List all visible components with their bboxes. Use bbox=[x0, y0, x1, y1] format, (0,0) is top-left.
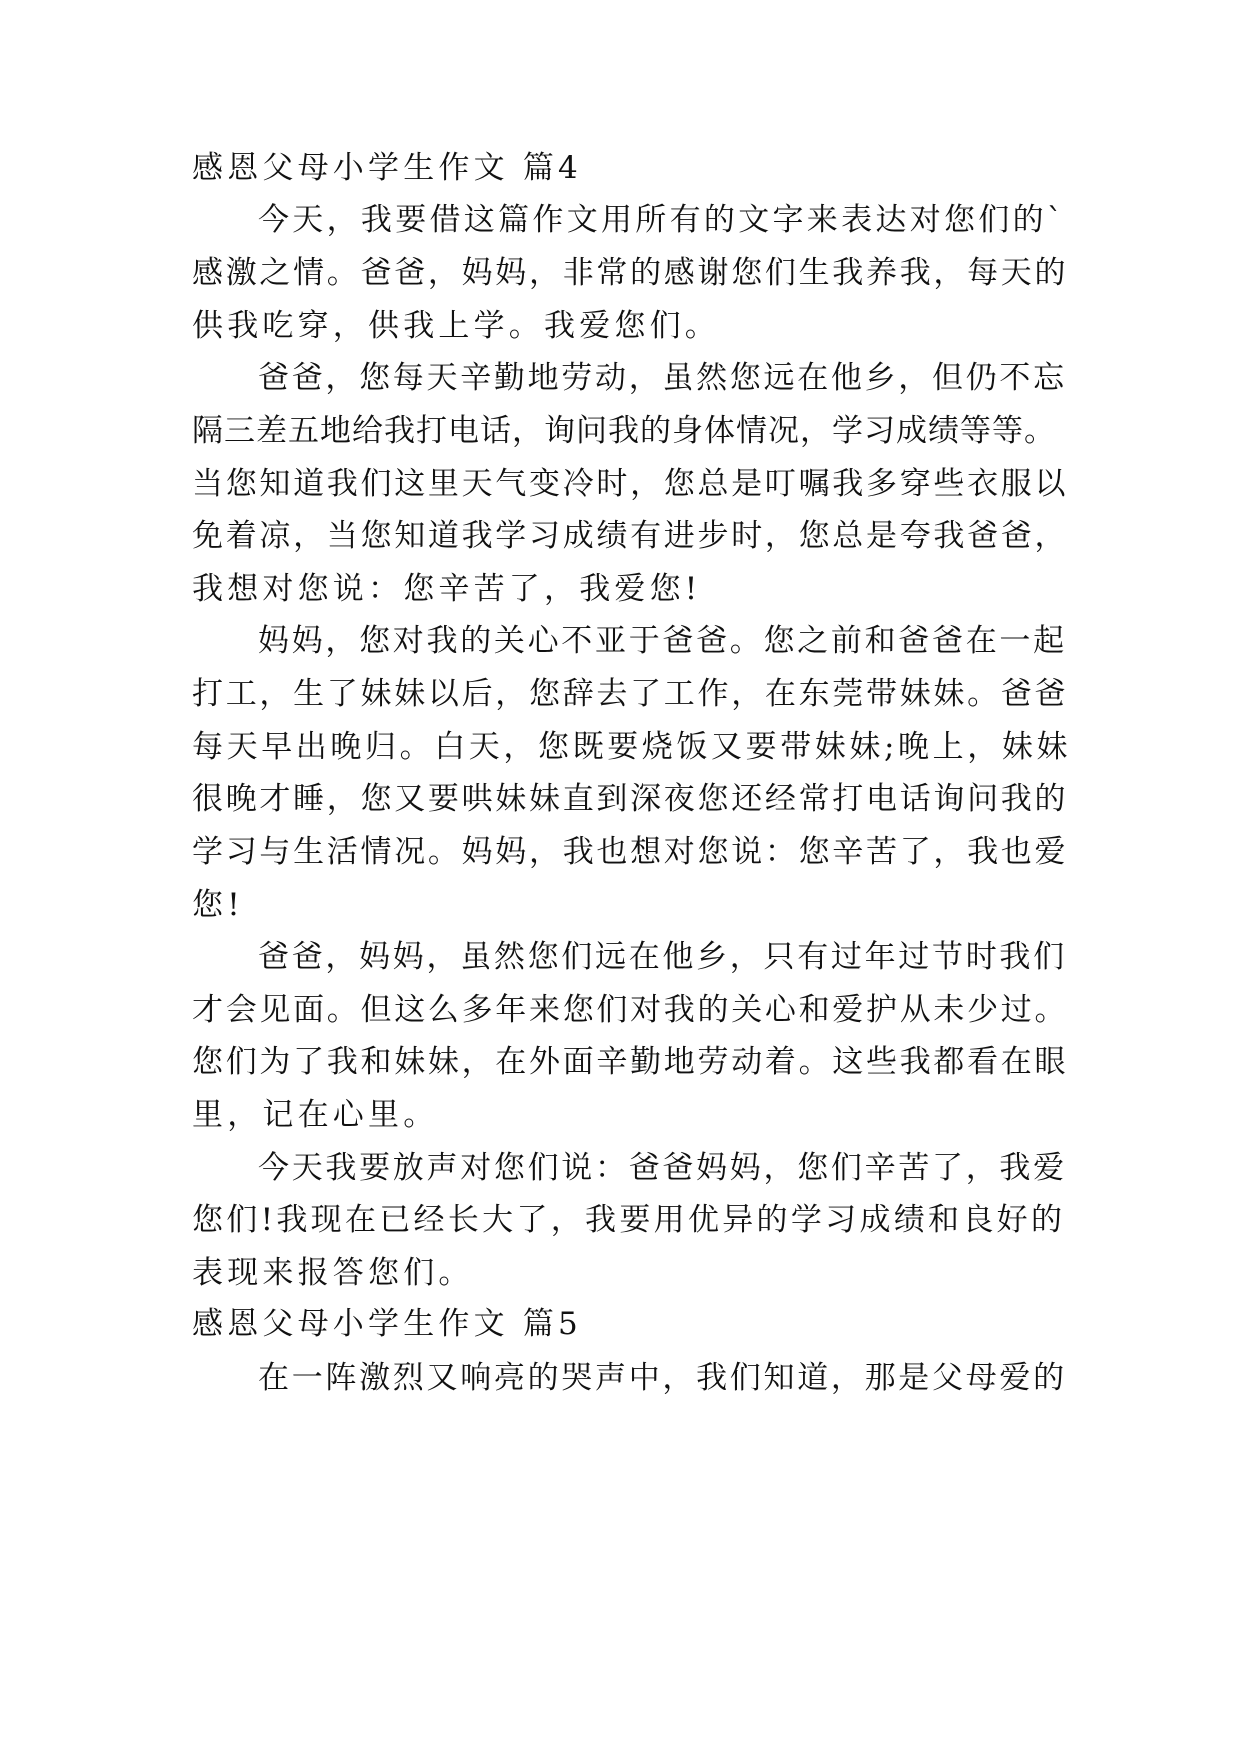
paragraph-line: 今天，我要借这篇作文用所有的文字来表达对您们的` bbox=[258, 202, 1066, 238]
paragraph-line: 很晚才睡，您又要哄妹妹直到深夜您还经常打电话询问我的 bbox=[192, 781, 1069, 817]
paragraph-line: 免着凉，当您知道我学习成绩有进步时，您总是夸我爸爸， bbox=[192, 518, 1069, 554]
paragraph-line: 感激之情。爸爸，妈妈，非常的感谢您们生我养我，每天的 bbox=[192, 255, 1069, 291]
paragraph-line: 您们!我现在已经长大了，我要用优异的学习成绩和良好的 bbox=[192, 1202, 1066, 1238]
section-heading: 感恩父母小学生作文 篇5 bbox=[192, 1306, 582, 1342]
paragraph-line: 学习与生活情况。妈妈，我也想对您说：您辛苦了，我也爱 bbox=[192, 834, 1069, 870]
paragraph-line: 妈妈，您对我的关心不亚于爸爸。您之前和爸爸在一起 bbox=[258, 623, 1067, 659]
paragraph-line: 今天我要放声对您们说：爸爸妈妈，您们辛苦了，我爱 bbox=[258, 1150, 1067, 1186]
paragraph-line: 在一阵激烈又响亮的哭声中，我们知道，那是父母爱的 bbox=[258, 1360, 1067, 1396]
paragraph-line: 爸爸，您每天辛勤地劳动，虽然您远在他乡，但仍不忘 bbox=[258, 360, 1067, 396]
paragraph-line: 里，记在心里。 bbox=[192, 1097, 439, 1133]
paragraph-line: 才会见面。但这么多年来您们对我的关心和爱护从未少过。 bbox=[192, 992, 1069, 1028]
paragraph-line: 供我吃穿，供我上学。我爱您们。 bbox=[192, 308, 720, 344]
paragraph-line: 表现来报答您们。 bbox=[192, 1255, 474, 1291]
paragraph-line: 每天早出晚归。白天，您既要烧饭又要带妹妹;晚上，妹妹 bbox=[192, 729, 1072, 765]
paragraph-line: 当您知道我们这里天气变冷时，您总是叮嘱我多穿些衣服以 bbox=[192, 466, 1069, 502]
paragraph-line: 我想对您说：您辛苦了，我爱您! bbox=[192, 571, 702, 607]
paragraph-line: 您! bbox=[192, 887, 244, 923]
paragraph-line: 您们为了我和妹妹，在外面辛勤地劳动着。这些我都看在眼 bbox=[192, 1044, 1069, 1080]
paragraph-line: 打工，生了妹妹以后，您辞去了工作，在东莞带妹妹。爸爸 bbox=[192, 676, 1069, 712]
paragraph-line: 隔三差五地给我打电话，询问我的身体情况，学习成绩等等。 bbox=[192, 413, 1056, 449]
section-heading: 感恩父母小学生作文 篇4 bbox=[192, 150, 582, 186]
paragraph-line: 爸爸，妈妈，虽然您们远在他乡，只有过年过节时我们 bbox=[258, 939, 1067, 975]
